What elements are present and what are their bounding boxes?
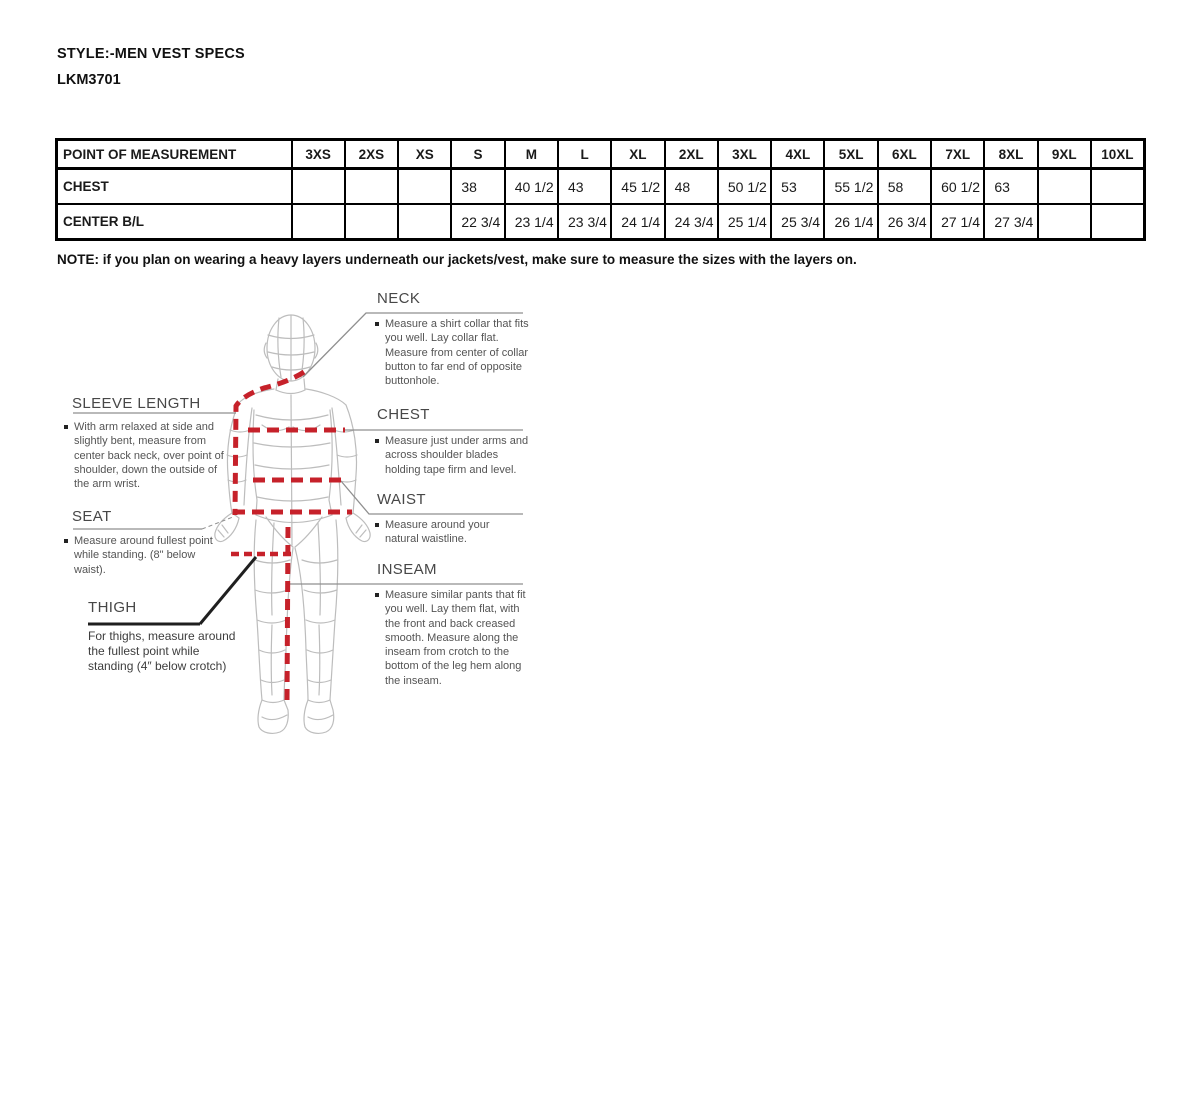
bullet-square-icon bbox=[375, 439, 379, 443]
row-label: CHEST bbox=[57, 169, 292, 205]
bullet-square-icon bbox=[64, 425, 68, 429]
size-value-cell: 27 3/4 bbox=[984, 204, 1037, 240]
bullet-square-icon bbox=[375, 523, 379, 527]
waist-leader-line bbox=[341, 481, 523, 514]
size-value-cell bbox=[398, 169, 451, 205]
table-header-row bbox=[57, 140, 1145, 169]
neck-guide-heading: NECK bbox=[377, 290, 421, 307]
size-value-cell: 50 1/2 bbox=[718, 169, 771, 205]
size-value-cell bbox=[1038, 204, 1091, 240]
table-row bbox=[57, 169, 1145, 205]
seat-guide-text bbox=[64, 534, 216, 577]
size-value-cell: 25 3/4 bbox=[771, 204, 824, 240]
size-column-header: XL bbox=[611, 140, 664, 169]
size-value-cell bbox=[345, 204, 398, 240]
sleeve-guide-text bbox=[64, 420, 229, 491]
chest-guide-body: Measure just under arms and across shoulder blades holding tape firm and level. bbox=[385, 435, 529, 476]
page-title: STYLE:-MEN VEST SPECS bbox=[57, 46, 245, 62]
size-column-header: S bbox=[451, 140, 504, 169]
sleeve-guide-heading: SLEEVE LENGTH bbox=[72, 395, 201, 412]
thigh-guide-text: For thighs, measure around the fullest point while standing (4″ below crotch) bbox=[88, 629, 236, 673]
waist-guide-text bbox=[375, 518, 525, 547]
size-value-cell: 60 1/2 bbox=[931, 169, 984, 205]
size-value-cell: 23 1/4 bbox=[505, 204, 558, 240]
size-value-cell: 22 3/4 bbox=[451, 204, 504, 240]
size-value-cell: 55 1/2 bbox=[824, 169, 877, 205]
size-value-cell: 58 bbox=[878, 169, 931, 205]
size-column-header: L bbox=[558, 140, 611, 169]
chest-guide-text bbox=[375, 434, 535, 477]
bullet-square-icon bbox=[375, 593, 379, 597]
thigh-guide-heading: THIGH bbox=[88, 599, 137, 616]
size-value-cell: 25 1/4 bbox=[718, 204, 771, 240]
size-value-cell: 24 1/4 bbox=[611, 204, 664, 240]
size-value-cell: 24 3/4 bbox=[665, 204, 718, 240]
size-value-cell bbox=[292, 169, 345, 205]
size-column-header: POINT OF MEASUREMENT bbox=[57, 140, 292, 169]
size-value-cell: 38 bbox=[451, 169, 504, 205]
size-value-cell: 40 1/2 bbox=[505, 169, 558, 205]
table-row bbox=[57, 204, 1145, 240]
chest-guide-heading: CHEST bbox=[377, 406, 430, 423]
waist-guide-heading: WAIST bbox=[377, 491, 426, 508]
size-column-header: 8XL bbox=[984, 140, 1037, 169]
inseam-guide-body: Measure similar pants that fit you well. Lay them flat, with the front and back creased smooth. Measure along the inseam from crotch to the bottom of the leg hem along the inseam. bbox=[385, 589, 526, 687]
size-value-cell: 48 bbox=[665, 169, 718, 205]
size-value-cell: 45 1/2 bbox=[611, 169, 664, 205]
inseam-guide-heading: INSEAM bbox=[377, 561, 437, 578]
bullet-square-icon bbox=[375, 322, 379, 326]
size-value-cell: 26 1/4 bbox=[824, 204, 877, 240]
measurement-diagram bbox=[60, 285, 535, 735]
size-column-header: 2XL bbox=[665, 140, 718, 169]
size-value-cell: 53 bbox=[771, 169, 824, 205]
measurement-note: NOTE: if you plan on wearing a heavy layers underneath our jackets/vest, make sure to measure the sizes with the layers on. bbox=[57, 252, 857, 267]
size-column-header: 10XL bbox=[1091, 140, 1144, 169]
size-value-cell bbox=[1091, 169, 1144, 205]
sleeve-guide-body: With arm relaxed at side and slightly bent, measure from center back neck, over point of shoulder, down the outside of the arm wrist. bbox=[74, 421, 224, 491]
inseam-guide-text bbox=[375, 588, 535, 688]
seat-guide-body: Measure around fullest point while standing. (8" below waist). bbox=[74, 535, 213, 576]
size-column-header: 9XL bbox=[1038, 140, 1091, 169]
size-column-header: 3XL bbox=[718, 140, 771, 169]
row-label: CENTER B/L bbox=[57, 204, 292, 240]
size-column-header: 3XS bbox=[292, 140, 345, 169]
size-value-cell: 63 bbox=[984, 169, 1037, 205]
size-value-cell bbox=[1091, 204, 1144, 240]
size-spec-table bbox=[55, 138, 1146, 241]
size-value-cell: 43 bbox=[558, 169, 611, 205]
size-value-cell bbox=[398, 204, 451, 240]
size-value-cell bbox=[292, 204, 345, 240]
size-value-cell: 26 3/4 bbox=[878, 204, 931, 240]
neck-guide-body: Measure a shirt collar that fits you well. Lay collar flat. Measure from center of collar button to far end of opposite buttonhole. bbox=[385, 318, 529, 388]
waist-guide-body: Measure around your natural waistline. bbox=[385, 519, 490, 546]
size-column-header: 7XL bbox=[931, 140, 984, 169]
size-column-header: 5XL bbox=[824, 140, 877, 169]
size-column-header: 6XL bbox=[878, 140, 931, 169]
size-column-header: M bbox=[505, 140, 558, 169]
size-value-cell: 23 3/4 bbox=[558, 204, 611, 240]
size-value-cell bbox=[345, 169, 398, 205]
size-value-cell: 27 1/4 bbox=[931, 204, 984, 240]
size-column-header: XS bbox=[398, 140, 451, 169]
style-number: LKM3701 bbox=[57, 72, 121, 88]
size-column-header: 2XS bbox=[345, 140, 398, 169]
seat-guide-heading: SEAT bbox=[72, 508, 112, 525]
neck-guide-text bbox=[375, 317, 533, 388]
size-value-cell bbox=[1038, 169, 1091, 205]
size-column-header: 4XL bbox=[771, 140, 824, 169]
bullet-square-icon bbox=[64, 539, 68, 543]
